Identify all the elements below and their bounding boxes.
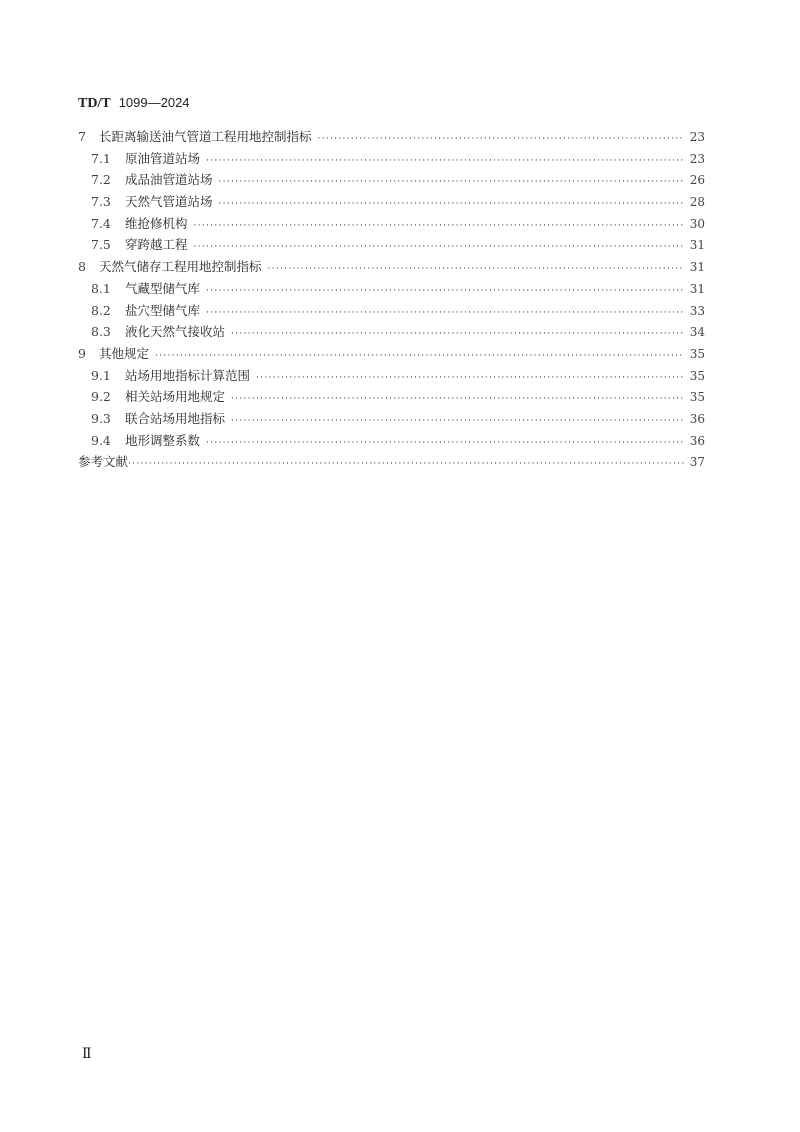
- toc-entry[interactable]: [78, 148, 705, 170]
- toc-entry-number: 9: [78, 345, 86, 361]
- toc-entry-number: 7.2: [91, 172, 111, 188]
- toc-entry-page: 37: [689, 455, 705, 470]
- dot-leader: [231, 411, 684, 433]
- dot-leader: [268, 259, 684, 281]
- dot-leader: [206, 151, 684, 173]
- toc-entry-page: 35: [689, 346, 705, 361]
- dot-leader: [128, 454, 684, 476]
- dot-leader: [206, 433, 684, 455]
- toc-entry-title: 其他规定: [99, 345, 150, 361]
- toc-entry-title: 液化天然气接收站: [125, 324, 226, 340]
- toc-entry-page: 33: [689, 303, 705, 318]
- toc-entry-number: 7: [78, 129, 86, 144]
- toc-entry-title: 成品油管道站场: [125, 172, 213, 188]
- toc-entry[interactable]: [78, 234, 705, 256]
- dot-leader: [231, 324, 684, 346]
- toc-entry-page: 23: [689, 151, 705, 166]
- toc-entry-page: 36: [689, 411, 705, 426]
- toc-entry-title: 站场用地指标计算范围: [125, 367, 251, 383]
- toc-entry-page: 28: [689, 195, 705, 210]
- toc-entry[interactable]: [78, 213, 705, 235]
- toc-entry-page: 23: [689, 130, 705, 144]
- toc-entry-title: 天然气储存工程用地控制指标: [99, 259, 262, 275]
- toc-entry-title: 原油管道站场: [125, 150, 201, 166]
- dot-leader: [219, 172, 684, 194]
- toc-entry-number: 9.2: [91, 389, 111, 405]
- toc-entry[interactable]: [78, 386, 705, 408]
- dot-leader: [206, 281, 684, 303]
- toc-entry-page: 31: [689, 260, 705, 275]
- toc-entry-title: 盐穴型储气库: [125, 302, 201, 318]
- toc-entry-number: 9.1: [91, 367, 111, 383]
- toc-entry-number: 7.5: [91, 237, 111, 253]
- toc-entry-page: 35: [689, 368, 705, 383]
- toc-entry[interactable]: [78, 365, 705, 387]
- toc-entry-number: 8.2: [91, 302, 111, 318]
- dot-leader: [318, 129, 684, 151]
- toc-entry-number: 8: [78, 259, 86, 275]
- toc-entry-number: 7.1: [91, 150, 111, 166]
- toc-entry-number: 7.4: [91, 215, 111, 231]
- page-number: Ⅱ: [82, 1046, 92, 1062]
- toc-entry[interactable]: [78, 343, 705, 365]
- toc-entry-title: 地形调整系数: [125, 432, 201, 448]
- toc-entry[interactable]: [78, 278, 705, 300]
- toc-entry[interactable]: [78, 408, 705, 430]
- dot-leader: [256, 368, 684, 390]
- toc-entry[interactable]: [78, 126, 705, 148]
- toc-entry-title: 联合站场用地指标: [125, 410, 226, 426]
- toc-entry[interactable]: [78, 256, 705, 278]
- toc-entry[interactable]: [78, 169, 705, 191]
- dot-leader: [231, 389, 684, 411]
- standard-number: 1099—2024: [118, 95, 190, 110]
- toc-entry-number: 8.1: [91, 280, 111, 296]
- dot-leader: [194, 216, 684, 238]
- standard-code: TD/T: [78, 96, 111, 111]
- toc-entry-title: 参考文献: [78, 454, 129, 470]
- toc-entry-page: 31: [689, 281, 705, 296]
- toc-entry[interactable]: [78, 300, 705, 322]
- dot-leader: [206, 303, 684, 325]
- toc-entry-title: 天然气管道站场: [125, 194, 213, 210]
- toc-entry-page: 26: [689, 173, 705, 188]
- toc-entry-number: 8.3: [91, 324, 111, 340]
- dot-leader: [219, 194, 684, 216]
- toc-entry[interactable]: [78, 451, 705, 473]
- toc-entry-title: 长距离输送油气管道工程用地控制指标: [99, 129, 312, 144]
- toc-entry-page: 35: [689, 390, 705, 405]
- toc-entry-page: 31: [689, 238, 705, 253]
- toc-entry-title: 气藏型储气库: [125, 280, 201, 296]
- toc-entry-title: 相关站场用地规定: [125, 389, 226, 405]
- toc-entry-page: 30: [689, 216, 705, 231]
- toc-entry-number: 9.4: [91, 432, 111, 448]
- toc-entry-page: 34: [689, 325, 705, 340]
- toc-entry-number: 9.3: [91, 410, 111, 426]
- table-of-contents: [78, 126, 705, 473]
- toc-entry-title: 维抢修机构: [125, 215, 188, 231]
- toc-entry[interactable]: [78, 430, 705, 452]
- toc-entry-page: 36: [689, 433, 705, 448]
- toc-entry[interactable]: [78, 191, 705, 213]
- toc-entry[interactable]: [78, 321, 705, 343]
- toc-entry-title: 穿跨越工程: [125, 237, 188, 253]
- toc-entry-number: 7.3: [91, 194, 111, 210]
- document-header: [78, 95, 190, 112]
